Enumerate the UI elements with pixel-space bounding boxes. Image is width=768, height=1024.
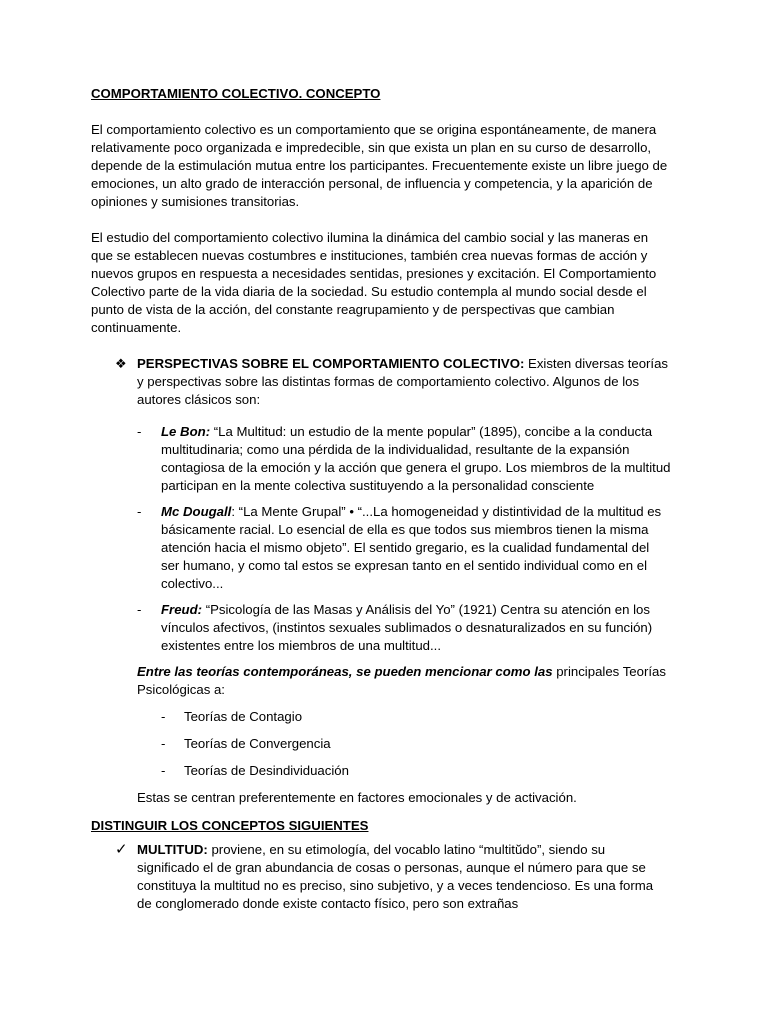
author-name: Freud: <box>161 602 203 617</box>
multitud-text: proviene, en su etimología, del vocablo latino “multitŭdo”, siendo su significado el de gran abundancia de cosas o personas, aunque el número para que se constituya la multitud no es preciso, sino subjetivo, y a veces tendencioso. Es una forma de conglomerado donde existe contacto físico, pero son extrañas <box>137 842 654 911</box>
dash-marker: - <box>137 424 142 439</box>
contemporaneas-rest: principales Teorías Psicológicas a: <box>137 664 666 697</box>
document-title: COMPORTAMIENTO COLECTIVO. CONCEPTO <box>91 86 381 101</box>
dash-marker: - <box>161 763 166 778</box>
theory-item <box>91 762 671 780</box>
document-page <box>91 85 671 927</box>
theory-label: Teorías de Desindividuación <box>184 763 349 778</box>
dash-marker: - <box>161 736 166 751</box>
perspectivas-label: PERSPECTIVAS SOBRE EL COMPORTAMIENTO COLECTIVO: <box>137 356 525 371</box>
checkmark-icon: ✓ <box>115 841 128 858</box>
dash-marker: - <box>161 709 166 724</box>
author-item-freud <box>91 601 671 655</box>
multitud-label: MULTITUD: <box>137 842 208 857</box>
theory-item <box>91 735 671 753</box>
author-text: : “La Mente Grupal” • “...La homogeneidad y distintividad de la multitud es básicamente racial. Lo esencial de ella es que todos sus miembros tienen la misma atención hacia el mismo objeto”. El sentido gregario, es la cualidad fundamental del ser humano, y como tal estos se expresan tanto en el sentido individual como en el colectivo... <box>161 504 662 591</box>
section-title-distinguir: DISTINGUIR LOS CONCEPTOS SIGUIENTES <box>91 818 369 833</box>
author-text: “Psicología de las Masas y Análisis del Yo” (1921) Centra su atención en los vínculos afectivos, (instintos sexuales sublimados o desnaturalizados en su función) existentes entre los miembros de una multitud... <box>161 602 653 653</box>
paragraph-intro: El comportamiento colectivo es un comportamiento que se origina espontáneamente, de manera relativamente poco organizada e impredecible, sin que exista un plan en su curso de desarrollo, depende de la estimulación mutua entre los participantes. Frecuentemente existe un libre juego de emociones, un alto grado de interacción personal, de influencia y competencia, y la aparición de opiniones y sumisiones transitorias. <box>91 122 668 209</box>
theory-label: Teorías de Contagio <box>184 709 303 724</box>
contemporaneas-paragraph <box>91 663 671 699</box>
estas-paragraph: Estas se centran preferentemente en factores emocionales y de activación. <box>137 790 577 805</box>
perspectivas-bullet <box>91 355 671 409</box>
perspectivas-text: Existen diversas teorías y perspectivas sobre las distintas formas de comportamiento colectivo. Algunos de los autores clásicos son: <box>137 356 669 407</box>
theory-item <box>91 708 671 726</box>
contemporaneas-italic: Entre las teorías contemporáneas, se pueden mencionar como las <box>137 664 553 679</box>
dash-marker: - <box>137 602 142 617</box>
dash-marker: - <box>137 504 142 519</box>
author-text: “La Multitud: un estudio de la mente popular” (1895), concibe a la conducta multitudinaria; como una pérdida de la individualidad, resultante de la expansión contagiosa de la emoción y la acción que genera el grupo. Los miembros de la multitud participan en la mente colectiva sustituyendo a la personalidad consciente <box>161 424 671 493</box>
theory-label: Teorías de Convergencia <box>184 736 331 751</box>
diamond-bullet-icon: ❖ <box>115 356 127 371</box>
multitud-bullet <box>91 841 671 913</box>
author-item-mcdougall <box>91 503 671 593</box>
paragraph-study: El estudio del comportamiento colectivo ilumina la dinámica del cambio social y las maneras en que se establecen nuevas costumbres e instituciones, también crea nuevas formas de acción y nuevos grupos en respuesta a necesidades sentidas, presiones y excitación. El Comportamiento Colectivo parte de la vida diaria de la sociedad. Su estudio contempla al mundo social desde el punto de vista de la acción, del constante reagrupamiento y de perspectivas que cambian continuamente. <box>91 230 657 335</box>
author-item-lebon <box>91 423 671 495</box>
author-name: Le Bon: <box>161 424 211 439</box>
author-name: Mc Dougall <box>161 504 232 519</box>
